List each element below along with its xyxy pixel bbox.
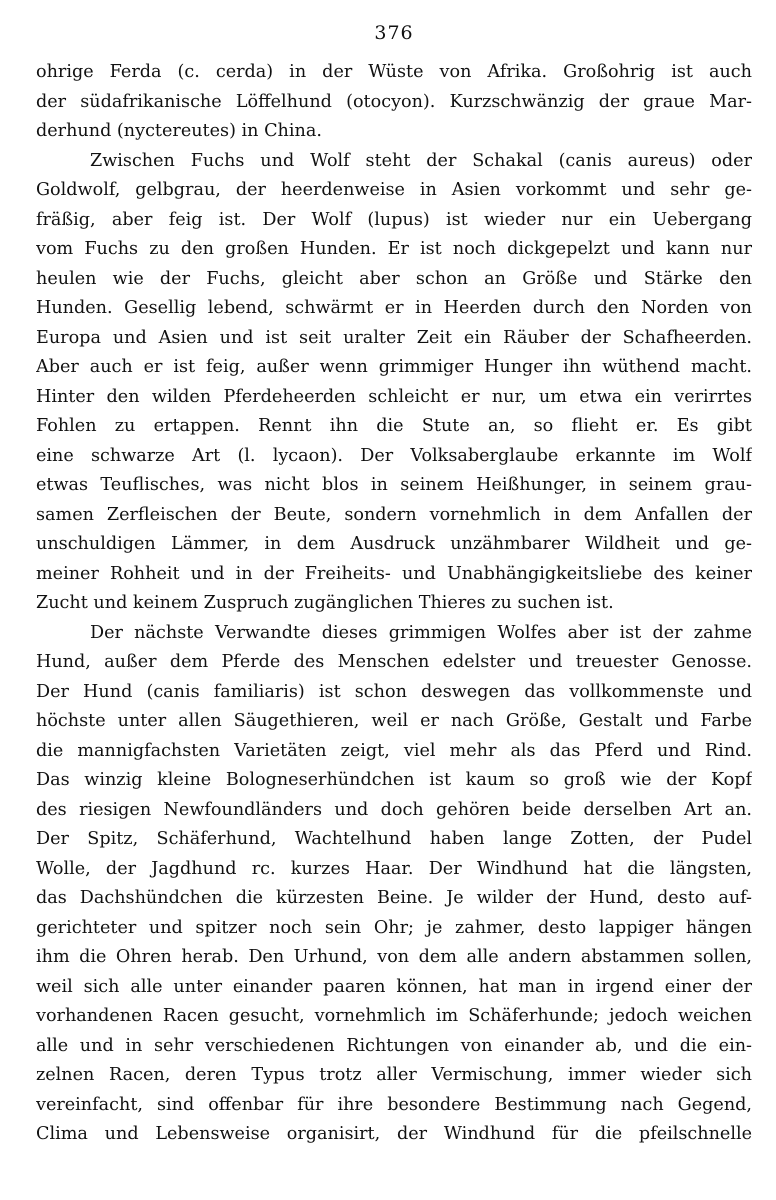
text-line: der südafrikanische Löffelhund (otocyon). Kurzschwänzig der graue Mar- — [36, 91, 752, 112]
text-line: vom Fuchs zu den großen Hunden. Er ist noch dickgepelzt und kann nur — [36, 239, 752, 259]
text-line: Hunden. Gesellig lebend, schwärmt er in Heerden durch den Norden von — [36, 298, 752, 318]
text-line: das Dachshündchen die kürzesten Beine. Je wilder der Hund, desto auf- — [36, 888, 752, 908]
text-line: unschuldigen Lämmer, in dem Ausdruck unzähmbarer Wildheit und ge- — [36, 534, 752, 554]
text-line: Der Hund (canis familiaris) ist schon deswegen das vollkommenste und — [36, 681, 752, 702]
text-line: weil sich alle unter einander paaren können, hat man in irgend einer der — [36, 976, 752, 997]
text-line: vereinfacht, sind offenbar für ihre besondere Bestimmung nach Gegend, — [36, 1094, 752, 1115]
text-line: Clima und Lebensweise organisirt, der Windhund für die pfeilschnelle — [36, 1124, 752, 1144]
body-text — [36, 58, 752, 1150]
text-line: meiner Rohheit und in der Freiheits- und Unabhängigkeitsliebe des keiner — [36, 563, 752, 584]
text-line: alle und in sehr verschiedenen Richtungen von einander ab, und die ein- — [36, 1035, 752, 1056]
text-line: vorhandenen Racen gesucht, vornehmlich im Schäferhunde; jedoch weichen — [36, 1006, 752, 1026]
page-number: 376 — [374, 22, 414, 44]
text-line: Das winzig kleine Bologneserhündchen ist kaum so groß wie der Kopf — [36, 770, 752, 790]
text-line: Europa und Asien und ist seit uralter Zeit ein Räuber der Schafheerden. — [36, 327, 752, 348]
text-line: eine schwarze Art (l. lycaon). Der Volksaberglaube erkannte im Wolf — [36, 445, 752, 466]
text-line: zelnen Racen, deren Typus trotz aller Vermischung, immer wieder sich — [36, 1065, 752, 1085]
text-line: gerichteter und spitzer noch sein Ohr; je zahmer, desto lappiger hängen — [36, 917, 752, 938]
text-line: ohrige Ferda (c. cerda) in der Wüste von Afrika. Großohrig ist auch — [36, 62, 752, 82]
text-line: Zwischen Fuchs und Wolf steht der Schakal (canis aureus) oder — [90, 150, 752, 171]
text-line: Hund, außer dem Pferde des Menschen edelster und treuester Genosse. — [36, 652, 752, 672]
text-line: samen Zerfleischen der Beute, sondern vornehmlich in dem Anfallen der — [36, 504, 752, 525]
text-line: Zucht und keinem Zuspruch zugänglichen Thieres zu suchen ist. — [36, 593, 614, 613]
text-line: Goldwolf, gelbgrau, der heerdenweise in Asien vorkommt und sehr ge- — [36, 180, 752, 200]
text-line: Der Spitz, Schäferhund, Wachtelhund haben lange Zotten, der Pudel — [36, 829, 752, 849]
text-line: etwas Teuflisches, was nicht blos in seinem Heißhunger, in seinem grau- — [36, 475, 752, 495]
text-line: heulen wie der Fuchs, gleicht aber schon an Größe und Stärke den — [36, 268, 752, 289]
text-line: höchste unter allen Säugethieren, weil er nach Größe, Gestalt und Farbe — [36, 711, 752, 731]
text-line: Der nächste Verwandte dieses grimmigen Wolfes aber ist der zahme — [90, 622, 752, 643]
text-line: Hinter den wilden Pferdeheerden schleicht er nur, um etwa ein verirrtes — [36, 386, 752, 407]
text-line: des riesigen Newfoundländers und doch gehören beide derselben Art an. — [36, 799, 752, 820]
text-line: die mannigfachsten Varietäten zeigt, viel mehr als das Pferd und Rind. — [36, 740, 752, 761]
text-line: Aber auch er ist feig, außer wenn grimmiger Hunger ihn wüthend macht. — [36, 357, 752, 377]
text-line: Wolle, der Jagdhund rc. kurzes Haar. Der Windhund hat die längsten, — [36, 858, 752, 879]
text-line: derhund (nyctereutes) in China. — [36, 121, 322, 141]
text-line: ihm die Ohren herab. Den Urhund, von dem alle andern abstammen sollen, — [36, 947, 752, 967]
text-line: Fohlen zu ertappen. Rennt ihn die Stute an, so flieht er. Es gibt — [36, 416, 752, 436]
text-line: fräßig, aber feig ist. Der Wolf (lupus) ist wieder nur ein Uebergang — [36, 209, 752, 230]
